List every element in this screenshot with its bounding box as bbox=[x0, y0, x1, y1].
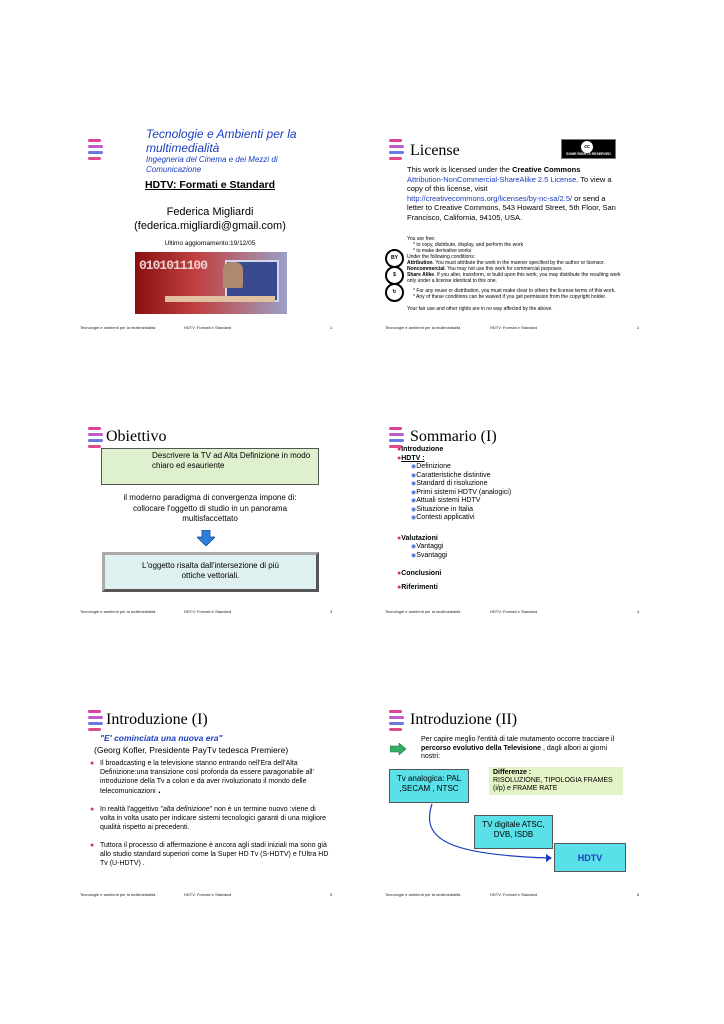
down-arrow-icon bbox=[197, 530, 215, 546]
condition-attribution: Attribution. You must attribute the work in the manner specified by the author or licensor. bbox=[407, 260, 605, 266]
objective-box bbox=[101, 448, 319, 485]
result-text: L'oggetto risalta dall'intersezione di più ottiche vettoriali. bbox=[142, 561, 279, 580]
footer-course: Tecnologie e ambienti per la multimedialità bbox=[80, 609, 156, 614]
summary-subitem: ◉ Standard di risoluzione bbox=[411, 480, 577, 489]
slide-title: Introduzione (I) bbox=[106, 711, 208, 728]
result-box bbox=[102, 552, 319, 592]
footer-course: Tecnologie e ambienti per la multimedialità bbox=[80, 892, 156, 897]
license-paragraph bbox=[407, 165, 617, 222]
condition-sharealike: Share Alike. If you alter, transform, or build upon this work, you may distribute the resulting work only under a license identical to this one. bbox=[407, 272, 621, 284]
differences-box: Differenze : RISOLUZIONE, TIPOLOGIA FRAMES (i/p) e FRAME RATE bbox=[489, 767, 623, 795]
footer-course: Tecnologie e ambienti per la multimedialità bbox=[385, 892, 461, 897]
paradigm-text: il moderno paradigma di convergenza impone di: collocare l'oggetto di studio in un panorama multisfaccettato bbox=[123, 493, 297, 523]
hdtv-box: HDTV bbox=[554, 843, 626, 872]
fair-use-note: Your fair use and other rights are in no way affected by the above. bbox=[407, 306, 553, 312]
footer-topic: HDTV: Formati e Standard bbox=[184, 609, 232, 614]
objective-text: Descrivere la TV ad Alta Definizione in modo chiaro ed esauriente bbox=[152, 451, 311, 470]
summary-subitem: ◉ Vantaggi bbox=[411, 543, 577, 552]
slide-title: Obiettivo bbox=[106, 428, 167, 445]
page-number: 5 bbox=[330, 892, 333, 897]
license-link[interactable]: Attribution-NonCommercial-ShareAlike 2.5 License bbox=[407, 174, 577, 184]
footer-topic: HDTV: Formati e Standard bbox=[490, 609, 538, 614]
cc-name: Creative Commons bbox=[512, 165, 581, 174]
sharealike-icon: ↻ bbox=[385, 283, 404, 302]
intro-bullets bbox=[90, 759, 330, 868]
free-heading: You are free: bbox=[407, 236, 436, 242]
cover-image: 0101011100 bbox=[135, 252, 287, 314]
summary-subitem: ◉ Situazione in Italia bbox=[411, 506, 577, 515]
summary-conclusioni: ●Conclusioni bbox=[397, 570, 442, 577]
bullet-item: ● Tuttora il processo di affermazione è ancora agli stadi iniziali ma sono già allo studio standard superiori come la Super HD Tv (S-HDTV) e l'Ultra HD Tv (U-HDTV) . bbox=[90, 842, 329, 867]
footer-course: Tecnologie e ambienti per la multimedialità bbox=[385, 325, 461, 330]
note: * For any reuse or distribution, you must make clear to others the license terms of this work. bbox=[413, 288, 616, 294]
page-number: 2 bbox=[637, 325, 640, 330]
noncommercial-icon: $ bbox=[385, 266, 404, 285]
evolution-paragraph: Per capire meglio l'entità di tale mutamento occorre tracciare il percorso evolutivo della Televisione , dagli albori ai giorni nostri: bbox=[421, 736, 615, 760]
course-title: Tecnologie e Ambienti per la multimedialità bbox=[146, 127, 297, 155]
summary-subitem: ◉ Contesti applicativi bbox=[411, 514, 577, 523]
page-number: 1 bbox=[330, 325, 333, 330]
attribution-icon: BY bbox=[385, 249, 404, 268]
slide-logo-icon bbox=[389, 710, 406, 732]
summary-intro: ●Introduzione bbox=[397, 446, 444, 453]
cc-icon: cc bbox=[581, 141, 593, 153]
cc-badge-text: SOME RIGHTS RESERVED bbox=[566, 152, 611, 156]
summary-subitem: ◉ Caratteristiche distintive bbox=[411, 472, 577, 481]
slide-logo-icon bbox=[389, 139, 406, 161]
page-number: 6 bbox=[637, 892, 640, 897]
summary-subitem: ◉ Svantaggi bbox=[411, 552, 577, 561]
digital-tv-box: TV digitale ATSC, DVB, ISDB bbox=[474, 815, 553, 849]
course-subtitle: Ingegneria del Cinema e dei Mezzi di Comunicazione bbox=[146, 155, 278, 174]
valutazioni-subitems bbox=[397, 543, 577, 560]
footer-course: Tecnologie e ambienti per la multimedialità bbox=[385, 609, 461, 614]
summary-subitem: ◉ Definizione bbox=[411, 463, 577, 472]
analog-tv-box: Tv analogica: PAL ,SECAM , NTSC bbox=[389, 769, 469, 803]
footer-topic: HDTV: Formati e Standard bbox=[184, 892, 232, 897]
author-email: (federica.migliardi@gmail.com) bbox=[134, 220, 286, 232]
footer-topic: HDTV: Formati e Standard bbox=[490, 892, 538, 897]
free-item: * to make derivative works bbox=[413, 248, 472, 254]
page-number: 3 bbox=[330, 609, 333, 614]
license-text: This work is licensed under the bbox=[407, 165, 513, 174]
summary-valutazioni: ●Valutazioni bbox=[397, 534, 438, 542]
footer-topic: HDTV: Formati e Standard bbox=[490, 325, 538, 330]
note: * Any of these conditions can be waived if you get permission from the copyright holder. bbox=[413, 294, 607, 300]
right-arrow-icon bbox=[390, 742, 406, 754]
summary-subitem: ◉ Primi sistemi HDTV (analogici) bbox=[411, 489, 577, 498]
hdtv-subitems bbox=[397, 463, 577, 523]
slide-title: HDTV: Formati e Standard bbox=[144, 179, 276, 191]
bullet-item: ● Il broadcasting e la televisione stanno entrando nell'Era dell'Alta Definizione:una transizione così profonda da essere paragonabile all' introduzione della Tv a colori e da aver rivoluzionato il mondo delle telecomunicazioni . bbox=[90, 760, 314, 795]
license-text: . To view a copy of this license, visit bbox=[407, 174, 612, 193]
slide-logo-icon bbox=[88, 427, 105, 449]
summary-list bbox=[397, 446, 577, 592]
author-name: Federica Migliardi bbox=[166, 206, 254, 218]
license-url-link[interactable]: http://creativecommons.org/licenses/by-nc-sa/2.5/ bbox=[407, 193, 573, 203]
footer-topic: HDTV: Formati e Standard bbox=[184, 325, 232, 330]
slide-logo-icon bbox=[88, 710, 105, 732]
license-terms bbox=[407, 236, 627, 312]
slide-logo-icon bbox=[88, 139, 105, 161]
condition-noncommercial: Noncommercial. You may not use this work for commercial purposes. bbox=[407, 266, 563, 272]
summary-riferimenti: ●Riferimenti bbox=[397, 583, 438, 591]
page-number: 4 bbox=[637, 609, 640, 614]
conditions-heading: Under the following conditions: bbox=[407, 254, 476, 260]
free-item: * to copy, distribute, display, and perform the work bbox=[413, 242, 524, 248]
last-updated: Ultimo aggiornamento:19/12/05 bbox=[164, 240, 256, 247]
license-text: or send a letter to Creative Commons, 543 Howard Street, 5th Floor, San Francisco, California, 94105, USA. bbox=[407, 193, 616, 222]
summary-subitem: ◉ Attuali sistemi HDTV bbox=[411, 497, 577, 506]
slide-title: Sommario (I) bbox=[410, 428, 497, 445]
slide-title: Introduzione (II) bbox=[410, 711, 518, 728]
bullet-item: ● In realtà l'aggettivo "alta definizione" non è un termine nuovo :viene di volta in volta usato per indicare sistemi tecnologici garanti di una migliore qualità rispetto ai precedenti. bbox=[90, 806, 327, 831]
slide-title: License bbox=[410, 142, 460, 159]
quote: "E' cominciata una nuova era" bbox=[100, 733, 223, 743]
quote-source: (Georg Kofler, Presidente PayTv tedesca Premiere) bbox=[94, 745, 289, 755]
cc-badge bbox=[561, 139, 616, 159]
footer-course: Tecnologie e ambienti per la multimedialità bbox=[80, 325, 156, 330]
summary-hdtv: ●HDTV : bbox=[397, 454, 425, 462]
